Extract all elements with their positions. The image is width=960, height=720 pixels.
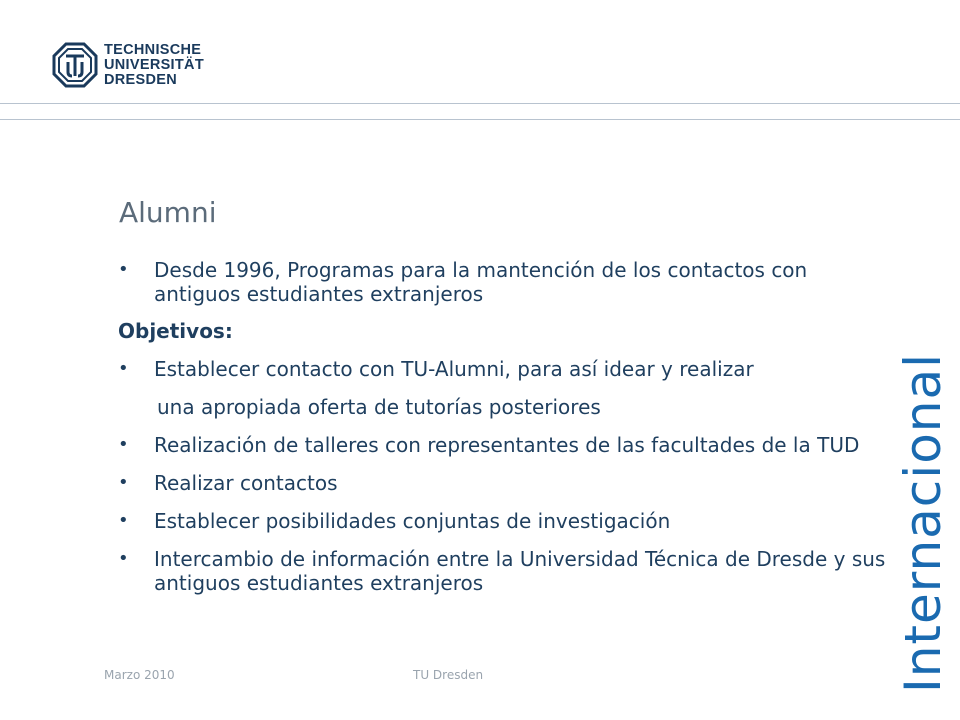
bullet-exchange: • Intercambio de información entre la Universidad Técnica de Dresde y sus antiguos estudiantes extranjeros xyxy=(118,547,898,595)
bullet-contacts: • Realizar contactos xyxy=(118,471,898,495)
bullet-research: • Establecer posibilidades conjuntas de investigación xyxy=(118,509,898,533)
logo-line-2: UNIVERSITÄT xyxy=(104,57,204,73)
logo-line-3: DRESDEN xyxy=(104,72,177,88)
logo-wordmark xyxy=(104,43,204,88)
header-rule-bottom xyxy=(0,119,960,120)
slide-body xyxy=(118,258,898,595)
logo-line-1: TECHNISCHE xyxy=(104,42,202,58)
tu-dresden-emblem-icon xyxy=(52,42,98,88)
bullet-workshops: • Realización de talleres con representantes de las facultades de la TUD xyxy=(118,433,898,457)
bullet-contact-continuation: una apropiada oferta de tutorías posteriores xyxy=(157,395,601,419)
tu-dresden-logo xyxy=(52,42,212,94)
bullet-contact: • Establecer contacto con TU-Alumni, para así idear y realizar xyxy=(118,357,898,381)
header-rule-top xyxy=(0,103,960,104)
footer-date: Marzo 2010 xyxy=(104,668,175,682)
footer-organization: TU Dresden xyxy=(413,668,484,682)
objectives-heading: Objetivos: xyxy=(118,319,233,343)
slide-title: Alumni xyxy=(119,196,217,229)
bullet-intro: • Desde 1996, Programas para la mantención de los contactos con antiguos estudiantes extranjeros xyxy=(118,258,898,306)
side-label: Internacional xyxy=(894,352,952,693)
